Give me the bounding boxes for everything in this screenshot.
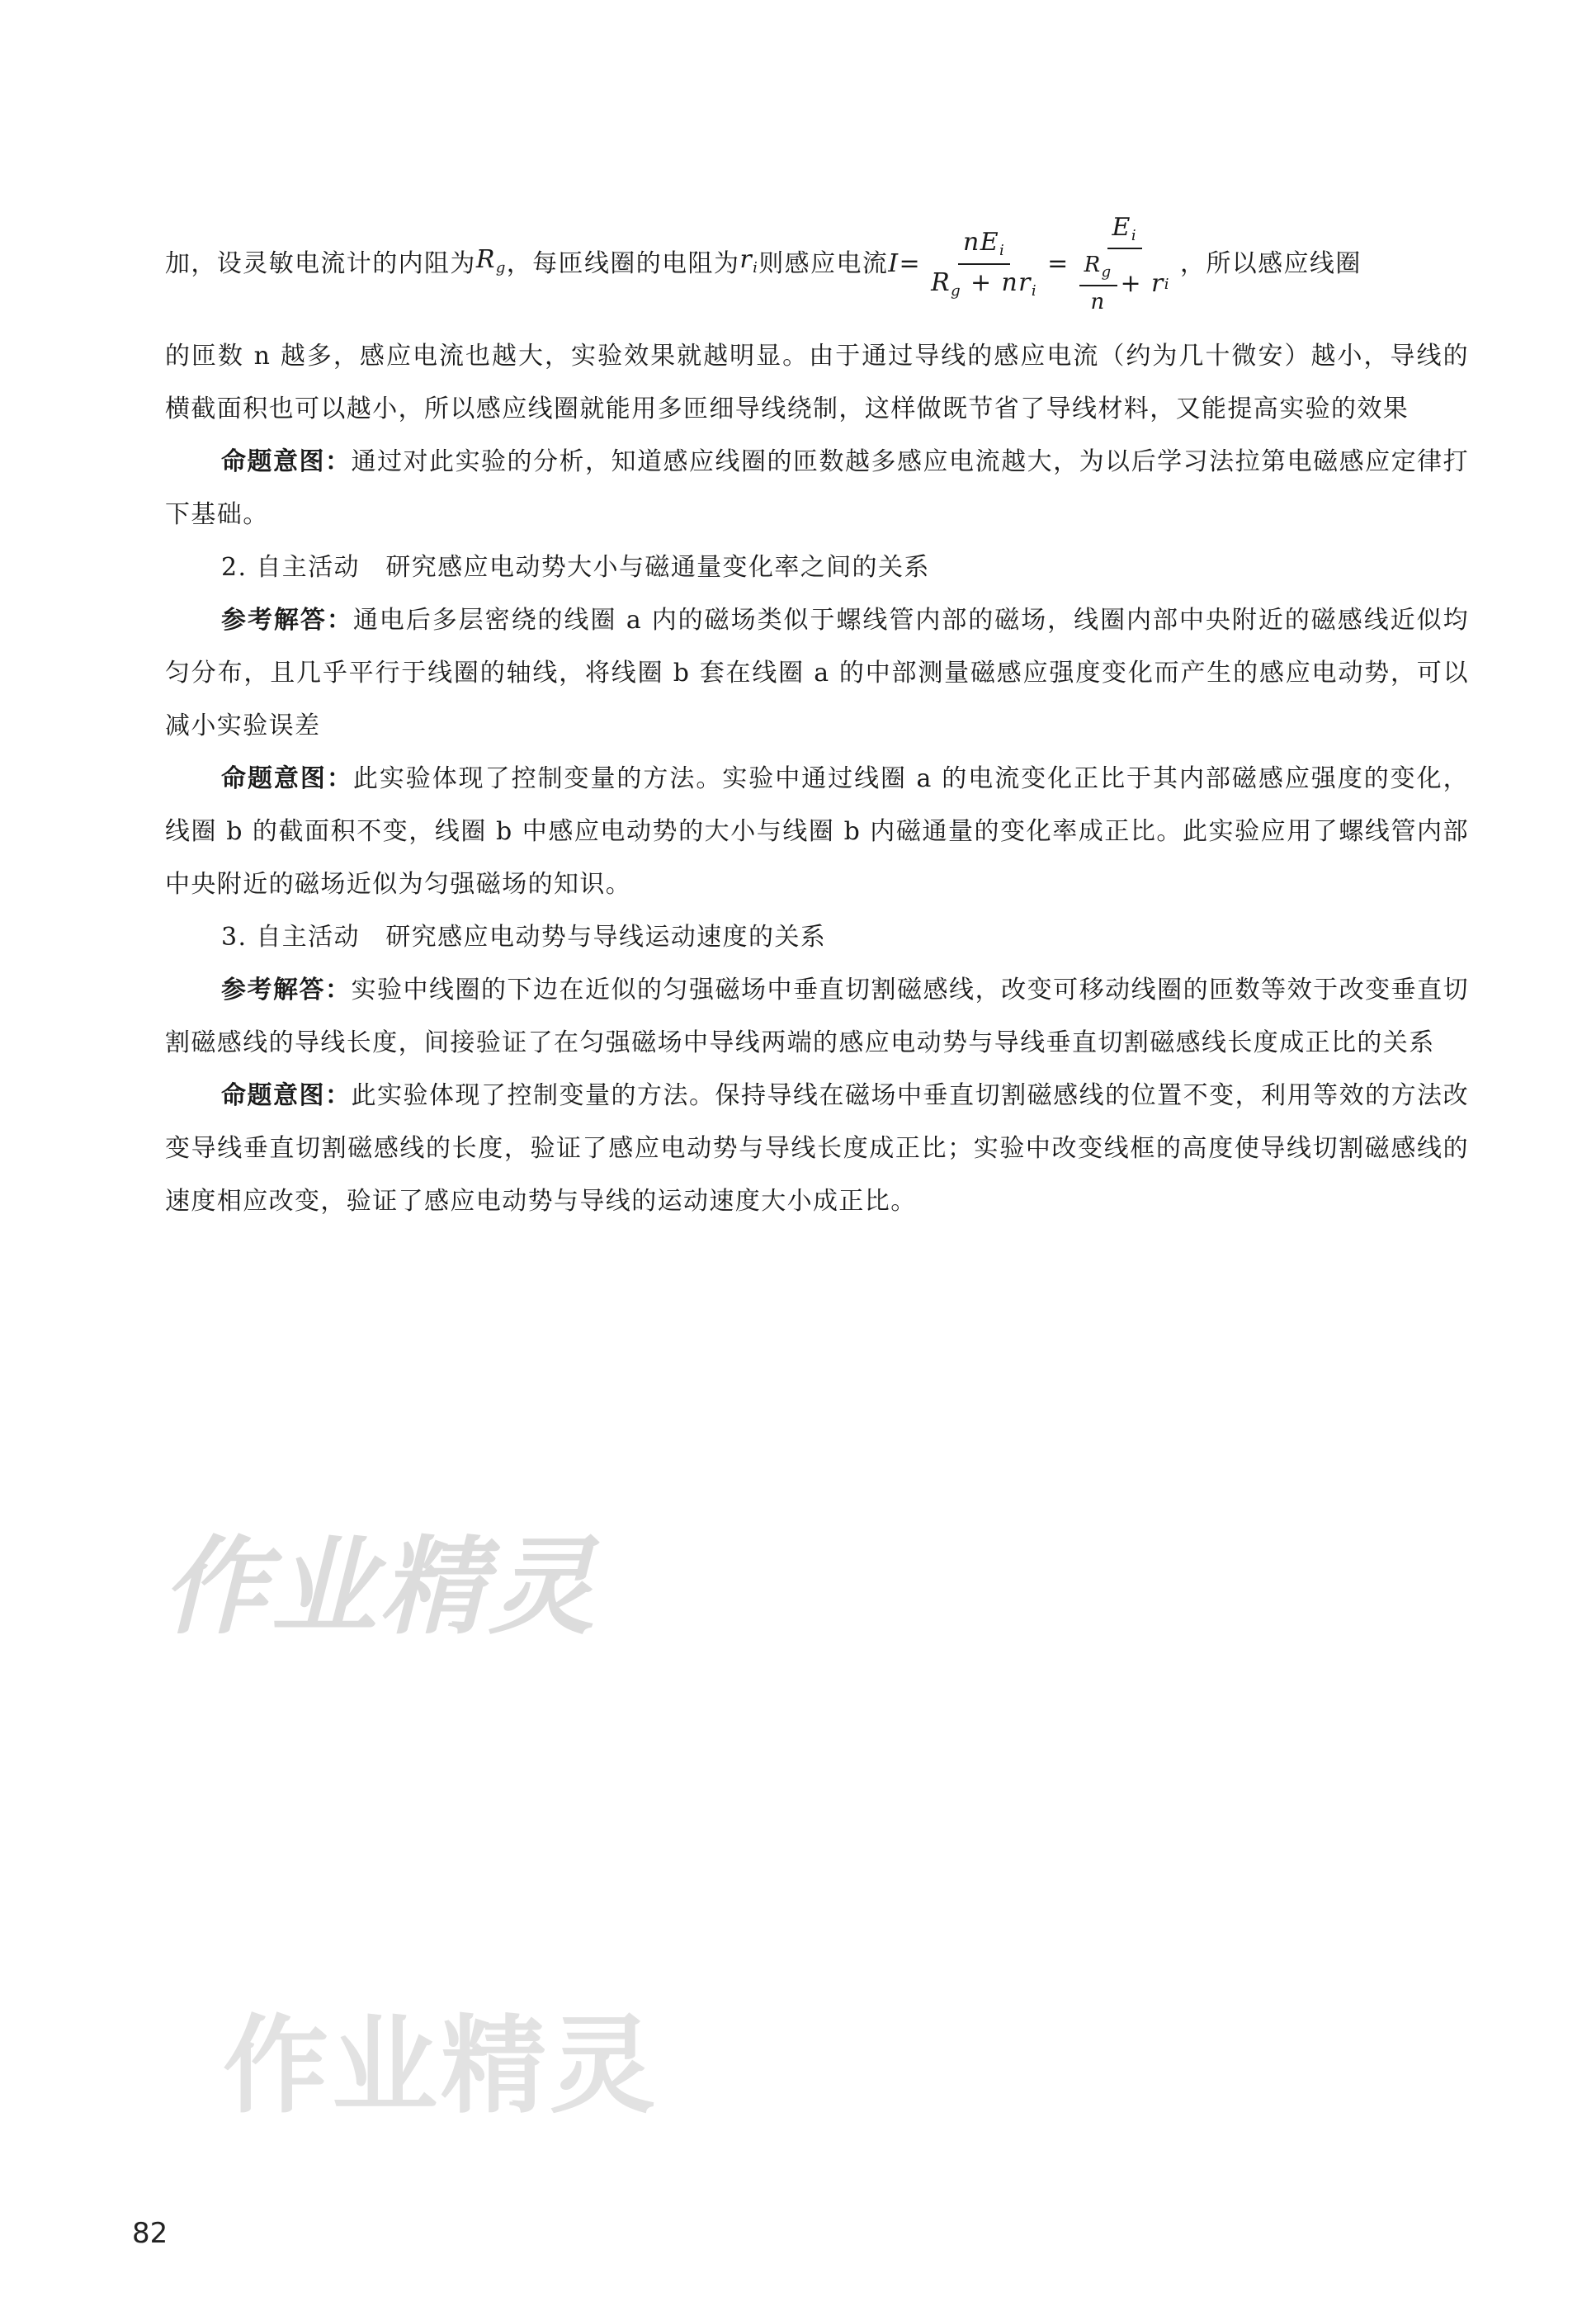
line1-mid2: 则感应电流 [758, 249, 889, 278]
section1-continuation: 的匝数 n 越多，感应电流也越大，实验效果就越明显。由于通过导线的感应电流（约为几十微安）越小，导线的横截面积也可以越小，所以感应线圈就能用多匝细导线绕制，这样做既节省了导线材料，又能提高实验的效果 [165, 342, 1469, 423]
intent-label: 命题意图： [221, 447, 352, 476]
main-text [165, 198, 1469, 1228]
line1-mid1: ，每匝线圈的电阻为 [506, 249, 740, 278]
section3-intent [165, 1070, 1469, 1228]
section2-answer [165, 594, 1469, 753]
fraction-2: $E_i$ $\frac{R_g}{n}$ + r i [1074, 213, 1175, 315]
line1-suffix: ，所以感应线圈 [1179, 249, 1362, 278]
equals-sign-2: = [1047, 249, 1070, 278]
symbol-i: I [888, 249, 900, 278]
line1-prefix: 加，设灵敏电流计的内阻为 [165, 249, 476, 278]
section1-intent [165, 436, 1469, 541]
watermark-logo: 作业精灵 [155, 1526, 622, 1649]
section2-heading: 2. 自主活动 研究感应电动势大小与磁通量变化率之间的关系 [221, 553, 930, 582]
section2-intent [165, 753, 1469, 911]
answer-label: 参考解答： [221, 976, 352, 1004]
intent-text: 此实验体现了控制变量的方法。实验中通过线圈 a 的电流变化正比于其内部磁感应强度的变化，线圈 b 的截面积不变，线圈 b 中感应电动势的大小与线圈 b 内磁通量的变化率成正比。此实验应用了螺线管内部中央附近的磁场近似为匀强磁场的知识。 [165, 764, 1469, 899]
watermark-logo-2: 作业精灵 [223, 2005, 659, 2128]
section3-heading: 3. 自主活动 研究感应电动势与导线运动速度的关系 [221, 923, 827, 952]
answer-label: 参考解答： [221, 606, 353, 635]
intent-text: 通过对此实验的分析，知道感应线圈的匝数越多感应电流越大，为以后学习法拉第电磁感应定律打下基础。 [165, 447, 1470, 529]
equals-sign: = [899, 249, 922, 278]
intent-text: 此实验体现了控制变量的方法。保持导线在磁场中垂直切割磁感线的位置不变，利用等效的方法改变导线垂直切割磁感线的长度，验证了感应电动势与导线长度成正比；实验中改变线框的高度使导线切割磁感线的速度相应改变，验证了感应电动势与导线的运动速度大小成正比。 [165, 1081, 1470, 1216]
intent-label: 命题意图： [221, 764, 353, 793]
formula-line [165, 198, 1469, 330]
intent-label: 命题意图： [221, 1081, 352, 1110]
page-number: 82 [132, 2217, 168, 2250]
symbol-rg: $R_g$ [475, 245, 507, 276]
symbol-ri: $r_i$ [739, 245, 759, 276]
answer-text: 实验中线圈的下边在近似的匀强磁场中垂直切割磁感线，改变可移动线圈的匝数等效于改变垂直切割磁感线的导线长度，间接验证了在匀强磁场中导线两端的感应电动势与导线垂直切割磁感线长度成正比的关系 [165, 976, 1470, 1057]
answer-text: 通电后多层密绕的线圈 a 内的磁场类似于螺线管内部的磁场，线圈内部中央附近的磁感线近似均匀分布，且几乎平行于线圈的轴线，将线圈 b 套在线圈 a 的中部测量磁感应强度变化而产生的感应电动势，可以减小实验误差 [165, 606, 1469, 740]
section3-answer [165, 964, 1469, 1070]
inner-fraction: $\frac{R_g}{n}$ [1079, 253, 1117, 315]
fraction-1: $\frac{nE_i}{R_g + nr_i}$ [931, 228, 1038, 300]
